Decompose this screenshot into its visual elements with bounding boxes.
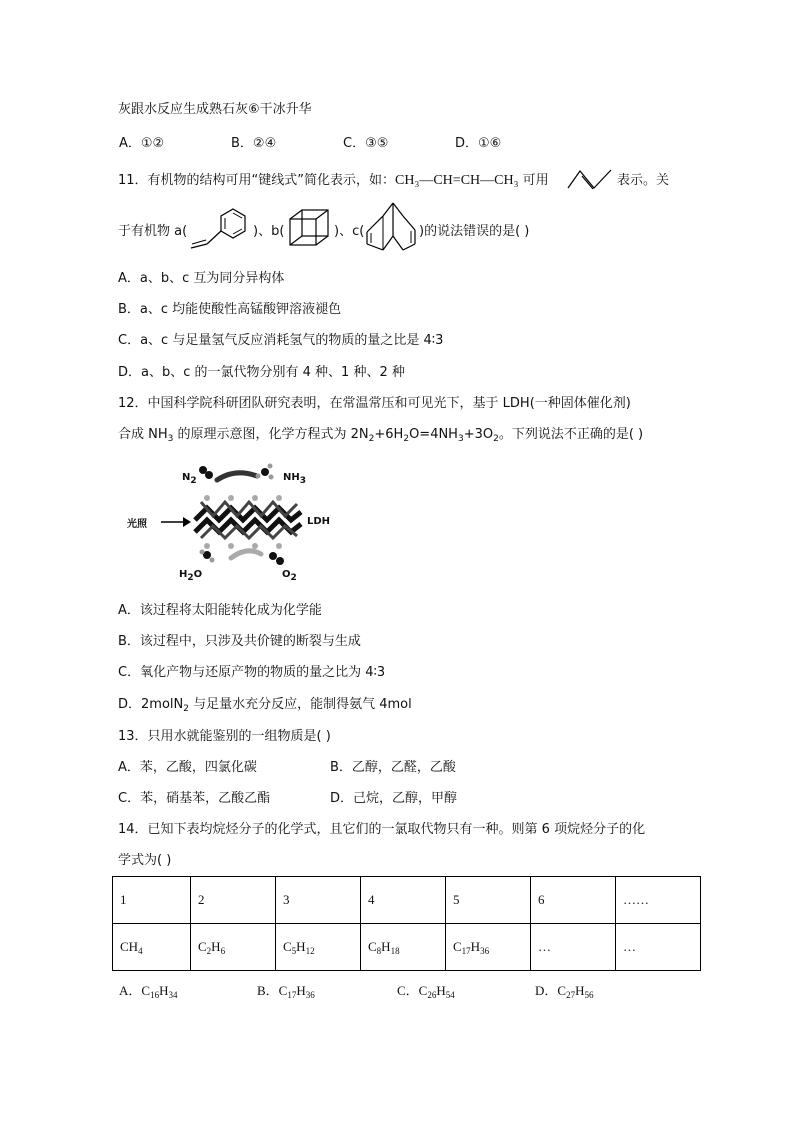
q12-text-e: +3O [463,427,494,442]
option-text: D．C [535,983,567,998]
q11-line1 [118,172,549,190]
q11-option-d: D．a、b、c 的一氯代物分别有 4 种、1 种、2 种 [118,365,405,380]
option-text: B．C [257,983,288,998]
o2-label-text: O [282,569,291,580]
q12-sub-3: 2 [403,434,410,444]
formula-text: C [368,939,377,954]
table-cell: 4 [361,877,446,924]
option-text: H [296,983,306,998]
q12-text-d: O=4NH [409,427,458,442]
formula-text: H [296,939,306,954]
formula-sub: 8 [376,946,382,956]
q11-line2-b: )、b( [253,224,285,239]
q10-option-d: D．①⑥ [455,136,502,151]
q12-line2 [118,426,643,444]
option-text: H [436,983,446,998]
q14-option-d [535,982,593,1000]
option-sub: 16 [150,990,160,1000]
table-cell: 6 [531,877,616,924]
table-cell: 3 [276,877,361,924]
option-text: A．C [119,983,151,998]
q12-text-f: 。下列说法不正确的是( ) [498,427,644,442]
q14-line1: 14．已知下表均烷烃分子的化学式，且它们的一氯取代物只有一种。则第 6 项烷烃分子的化 [118,822,646,837]
ldh-catalysis-figure [125,458,355,586]
table-cell [113,924,191,971]
formula-text: C [198,939,207,954]
n2-label [182,472,197,486]
q12-text-c: +6H [374,427,404,442]
q12-option-c: C．氧化产物与还原产物的物质的量之比为 4∶3 [118,665,386,680]
butene-skeletal-icon [566,168,614,190]
q12-option-d [118,696,412,714]
formula-sub: 12 [305,946,315,956]
option-sub: 17 [287,990,297,1000]
light-label: 光照 [127,519,147,530]
q12-sub-2: 2 [368,434,375,444]
option-text: H [575,983,585,998]
q13-stem: 13．只用水就能鉴别的一组物质是( ) [118,729,331,744]
formula-sub: 18 [390,946,400,956]
nh3-label [283,472,307,486]
cubane-structure-icon [287,207,333,249]
q11-option-a: A．a、b、c 互为同分异构体 [118,271,285,286]
q12-text-b: 的原理示意图，化学方程式为 2N [173,427,369,442]
q10-option-a: A．①② [119,136,165,151]
q11-option-b: B．a、c 均能使酸性高锰酸钾溶液褪色 [118,302,342,317]
q14-option-a [119,982,177,1000]
q11-stem-b: 可用 [518,173,549,188]
h2o-label [179,569,203,583]
ldh-label: LDH [307,516,331,527]
q12-option-b: B．该过程中，只涉及共价键的断裂与生成 [118,634,361,649]
n2-label-sub: 2 [190,476,197,486]
formula-text: H [211,939,221,954]
o2-label-sub: 2 [290,573,297,583]
q10-option-c: C．③⑤ [343,136,389,151]
option-text: C．C [397,983,428,998]
table-cell [361,924,446,971]
q13-option-d: D．己烷，乙醇，甲醇 [330,791,458,806]
barrelene-structure-icon [363,200,419,252]
option-text: H [159,983,169,998]
option-sub: 56 [584,990,594,1000]
intro-line: 灰跟水反应生成熟石灰⑥干冰升华 [118,102,312,117]
formula-sub: 36 [480,946,490,956]
table-cell: 5 [446,877,531,924]
h2o-label-sub: 2 [187,573,194,583]
q10-option-b: B．②④ [231,136,277,151]
q12-option-d-b: 与足量水充分反应，能制得氨气 4mol [188,697,412,712]
formula-sub: 6 [220,946,226,956]
q12-option-a: A．该过程将太阳能转化成为化学能 [118,603,322,618]
q12-option-d-sub: 2 [183,704,189,714]
q13-option-c: C．苯，硝基苯，乙酸乙酯 [118,791,271,806]
formula-sub: 2 [206,946,212,956]
table-cell: …… [616,877,701,924]
q12-sub-4: 3 [457,434,464,444]
styrene-structure-icon [185,204,251,254]
q14-line2: 学式为( ) [118,853,172,868]
q12-line1: 12．中国科学院科研团队研究表明，在常温常压和可见光下，基于 LDH(一种固体催化剂) [118,396,631,411]
h2o-label-h: H [179,569,188,580]
q14-option-c [397,982,455,1000]
q13-option-a: A．苯，乙酸，四氯化碳 [118,760,257,775]
q11-stem-c: 表示。关 [617,173,670,188]
table-cell [446,924,531,971]
option-sub: 34 [168,990,178,1000]
q12-text-a: 合成 NH [118,427,168,442]
q11-line2-c: )、c( [334,224,365,239]
q12-sub-1: 3 [167,434,174,444]
formula-text: H [381,939,391,954]
table-header-row [113,877,701,924]
table-cell [276,924,361,971]
q11-example-formula: CH₃—CH=CH—CH₃ [395,173,519,188]
option-sub: 54 [445,990,455,1000]
n2-label-text: N [182,472,191,483]
o2-label [282,569,297,583]
table-cell: … [531,924,616,971]
q13-option-b: B．乙醇，乙醛，乙酸 [330,760,456,775]
formula-sub: 17 [461,946,471,956]
h2o-label-o: O [193,569,203,580]
q11-stem-a: 11．有机物的结构可用“键线式”简化表示，如： [118,173,396,188]
q11-line2-a: 于有机物 a( [118,224,188,239]
formula-text: CH [120,939,139,954]
formula-sub: 5 [291,946,297,956]
option-sub: 36 [305,990,315,1000]
option-sub: 27 [566,990,576,1000]
alkane-table [112,876,701,971]
q12-sub-5: 2 [493,434,499,444]
table-cell: 1 [113,877,191,924]
q11-line2-d: )的说法错误的是( ) [419,224,530,239]
formula-sub: 4 [138,946,143,956]
table-cell: 2 [191,877,276,924]
table-cell: … [616,924,701,971]
q12-option-d-a: D．2molN [118,697,184,712]
formula-text: C [453,939,462,954]
table-row [113,924,701,971]
q11-option-c: C．a、c 与足量氢气反应消耗氢气的物质的量之比是 4∶3 [118,333,444,348]
nh3-label-text: NH [283,472,300,483]
formula-text: C [283,939,292,954]
q14-option-b [257,982,315,1000]
table-cell [191,924,276,971]
formula-text: H [470,939,481,954]
nh3-label-sub: 3 [299,476,307,486]
option-sub: 26 [427,990,437,1000]
